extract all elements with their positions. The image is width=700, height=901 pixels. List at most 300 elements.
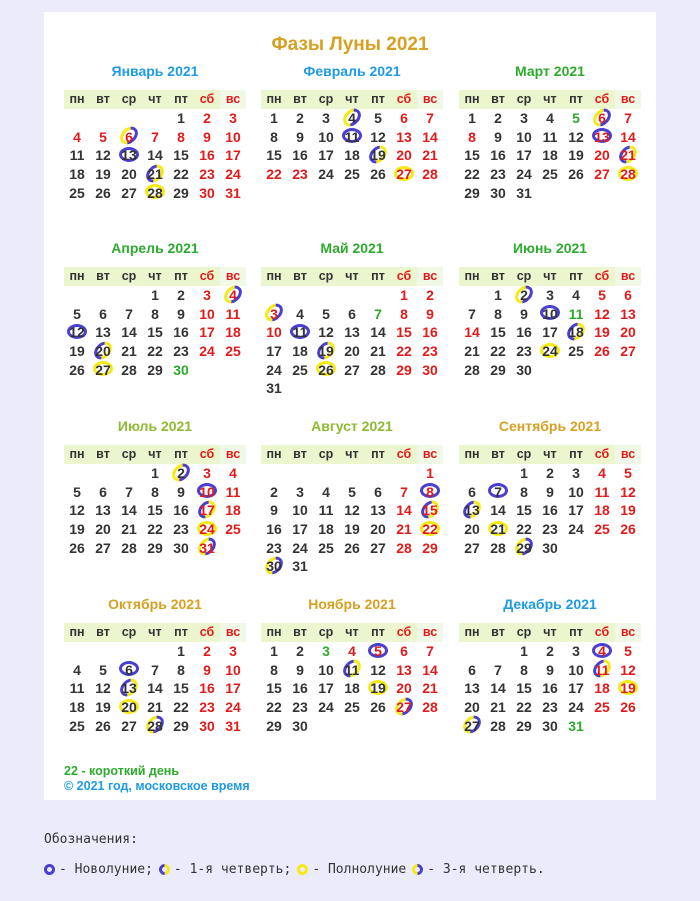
day-number: 28 — [147, 717, 163, 734]
day-cell — [459, 109, 485, 128]
weekday-header: пт — [365, 267, 391, 286]
day-number: 21 — [422, 680, 438, 697]
day-number: 28 — [396, 539, 412, 556]
day-cell — [459, 482, 485, 501]
day-number: 29 — [173, 717, 189, 734]
day-number: 12 — [594, 305, 610, 322]
day-number: 7 — [494, 661, 502, 678]
weekday-header: ср — [511, 623, 537, 642]
day-number: 12 — [620, 483, 636, 500]
day-number: 13 — [464, 680, 480, 697]
day-number: 6 — [348, 305, 356, 322]
weekday-header: вс — [417, 623, 443, 642]
day-number: 30 — [542, 717, 558, 734]
empty-cell — [485, 464, 511, 483]
day-number: 27 — [396, 166, 412, 183]
day-cell — [168, 342, 194, 361]
day-cell — [615, 501, 641, 520]
day-number: 13 — [121, 680, 137, 697]
day-number: 29 — [516, 717, 532, 734]
day-cell — [261, 165, 287, 184]
weekday-header: сб — [194, 267, 220, 286]
day-cell — [64, 679, 90, 698]
day-number: 10 — [225, 661, 241, 678]
day-number: 6 — [125, 128, 133, 145]
empty-cell — [339, 464, 365, 483]
empty-cell — [365, 286, 391, 305]
day-cell — [142, 501, 168, 520]
day-number: 10 — [199, 483, 215, 500]
day-cell — [116, 146, 142, 165]
day-cell — [168, 679, 194, 698]
day-cell — [261, 323, 287, 342]
weekday-header: сб — [589, 267, 615, 286]
day-number: 17 — [199, 324, 215, 341]
day-cell — [485, 165, 511, 184]
day-cell — [168, 323, 194, 342]
day-cell — [563, 464, 589, 483]
day-cell — [194, 323, 220, 342]
day-cell — [313, 323, 339, 342]
day-number: 11 — [69, 680, 85, 697]
day-number: 23 — [199, 166, 215, 183]
empty-cell — [116, 286, 142, 305]
day-number: 16 — [266, 521, 282, 538]
day-cell — [511, 342, 537, 361]
day-number: 21 — [396, 521, 412, 538]
day-number: 10 — [199, 305, 215, 322]
day-number: 20 — [464, 521, 480, 538]
weekday-header: вс — [220, 267, 246, 286]
weekday-header: вт — [90, 90, 116, 109]
day-number: 7 — [125, 483, 133, 500]
day-cell — [339, 146, 365, 165]
day-number: 15 — [147, 324, 163, 341]
day-cell — [391, 520, 417, 539]
day-cell — [391, 165, 417, 184]
weekday-header: пн — [459, 623, 485, 642]
day-cell — [417, 146, 443, 165]
day-number: 24 — [516, 166, 532, 183]
day-number: 12 — [69, 502, 85, 519]
day-cell — [116, 520, 142, 539]
day-number: 4 — [73, 128, 81, 145]
day-number: 1 — [270, 110, 278, 127]
day-number: 8 — [494, 305, 502, 322]
day-number: 27 — [95, 539, 111, 556]
day-number: 4 — [598, 643, 606, 660]
day-cell — [287, 146, 313, 165]
day-cell — [563, 482, 589, 501]
day-number: 19 — [95, 699, 111, 716]
day-number: 15 — [147, 502, 163, 519]
day-number: 17 — [199, 502, 215, 519]
day-cell — [261, 379, 287, 398]
day-cell — [485, 660, 511, 679]
empty-cell — [339, 286, 365, 305]
day-number: 7 — [624, 110, 632, 127]
day-cell — [417, 127, 443, 146]
day-number: 19 — [370, 680, 386, 697]
day-number: 25 — [225, 521, 241, 538]
weekday-header: пн — [459, 267, 485, 286]
day-cell — [313, 679, 339, 698]
day-cell — [220, 660, 246, 679]
day-number: 25 — [318, 539, 334, 556]
day-cell — [339, 360, 365, 379]
day-cell — [459, 716, 485, 735]
day-cell — [417, 360, 443, 379]
day-cell — [116, 660, 142, 679]
weekday-header: вт — [485, 90, 511, 109]
empty-cell — [459, 286, 485, 305]
day-number: 16 — [542, 680, 558, 697]
day-cell — [417, 109, 443, 128]
day-cell — [537, 342, 563, 361]
day-cell — [220, 304, 246, 323]
day-number: 23 — [542, 521, 558, 538]
day-number: 26 — [620, 699, 636, 716]
day-cell — [287, 660, 313, 679]
day-cell — [485, 304, 511, 323]
day-number: 5 — [572, 110, 580, 127]
day-number: 26 — [95, 717, 111, 734]
day-cell — [64, 323, 90, 342]
day-number: 31 — [266, 380, 282, 397]
day-cell — [116, 538, 142, 557]
day-cell — [615, 342, 641, 361]
day-cell — [261, 342, 287, 361]
day-cell — [537, 482, 563, 501]
day-number: 28 — [490, 539, 506, 556]
day-cell — [194, 520, 220, 539]
day-number: 9 — [296, 128, 304, 145]
month-block — [261, 237, 443, 397]
weekday-header: пт — [168, 445, 194, 464]
day-number: 11 — [344, 128, 360, 145]
day-number: 2 — [296, 110, 304, 127]
day-number: 13 — [396, 661, 412, 678]
weekday-header: вс — [220, 90, 246, 109]
empty-cell — [313, 286, 339, 305]
day-cell — [417, 501, 443, 520]
day-cell — [485, 342, 511, 361]
day-number: 25 — [542, 166, 558, 183]
day-cell — [168, 146, 194, 165]
day-cell — [220, 165, 246, 184]
day-cell — [142, 342, 168, 361]
weekday-header: сб — [194, 623, 220, 642]
day-number: 8 — [520, 661, 528, 678]
day-number: 10 — [266, 324, 282, 341]
day-number: 1 — [400, 287, 408, 304]
day-cell — [168, 360, 194, 379]
day-cell — [365, 304, 391, 323]
day-number: 30 — [173, 361, 189, 378]
day-number: 12 — [568, 128, 584, 145]
day-number: 22 — [147, 521, 163, 538]
day-cell — [563, 501, 589, 520]
day-number: 13 — [95, 324, 111, 341]
weekday-header: ср — [511, 90, 537, 109]
day-number: 2 — [270, 483, 278, 500]
day-cell — [90, 698, 116, 717]
day-cell — [537, 323, 563, 342]
day-cell — [459, 360, 485, 379]
day-cell — [90, 360, 116, 379]
day-number: 21 — [370, 343, 386, 360]
day-cell — [589, 679, 615, 698]
day-cell — [485, 679, 511, 698]
day-number: 10 — [568, 661, 584, 678]
day-cell — [339, 501, 365, 520]
day-cell — [391, 342, 417, 361]
day-cell — [563, 679, 589, 698]
weekday-header: чт — [142, 623, 168, 642]
day-number: 28 — [370, 361, 386, 378]
day-cell — [261, 146, 287, 165]
weekday-header: сб — [391, 267, 417, 286]
empty-cell — [485, 642, 511, 661]
day-number: 3 — [203, 465, 211, 482]
month-grid — [261, 267, 443, 398]
day-cell — [142, 183, 168, 202]
day-number: 30 — [542, 539, 558, 556]
day-cell — [511, 109, 537, 128]
weekday-header: чт — [339, 623, 365, 642]
day-number: 22 — [147, 343, 163, 360]
day-cell — [417, 342, 443, 361]
day-number: 8 — [151, 483, 159, 500]
day-number: 25 — [292, 361, 308, 378]
day-cell — [485, 127, 511, 146]
day-cell — [589, 127, 615, 146]
day-cell — [220, 501, 246, 520]
day-number: 14 — [422, 661, 438, 678]
day-number: 25 — [568, 343, 584, 360]
day-cell — [391, 660, 417, 679]
day-cell — [365, 360, 391, 379]
day-cell — [537, 660, 563, 679]
month-block — [459, 415, 641, 556]
legend — [44, 862, 551, 877]
day-number: 26 — [620, 521, 636, 538]
day-cell — [391, 538, 417, 557]
weekday-header: вт — [287, 445, 313, 464]
day-cell — [64, 660, 90, 679]
month-grid — [459, 623, 641, 735]
day-cell — [142, 146, 168, 165]
day-cell — [194, 642, 220, 661]
day-number: 1 — [494, 287, 502, 304]
day-number: 22 — [173, 166, 189, 183]
day-number: 22 — [266, 166, 282, 183]
day-cell — [511, 304, 537, 323]
day-number: 20 — [95, 343, 111, 360]
empty-cell — [64, 642, 90, 661]
day-number: 23 — [292, 699, 308, 716]
weekday-header: пт — [365, 445, 391, 464]
day-number: 24 — [292, 539, 308, 556]
month-block — [64, 237, 246, 378]
day-cell — [459, 304, 485, 323]
day-number: 3 — [572, 465, 580, 482]
day-cell — [287, 642, 313, 661]
day-number: 26 — [69, 539, 85, 556]
day-cell — [194, 698, 220, 717]
day-number: 15 — [516, 680, 532, 697]
day-number: 27 — [95, 361, 111, 378]
day-cell — [391, 501, 417, 520]
day-cell — [563, 716, 589, 735]
day-cell — [313, 109, 339, 128]
day-number: 15 — [173, 680, 189, 697]
day-cell — [142, 286, 168, 305]
day-cell — [142, 679, 168, 698]
weekday-header: вс — [615, 90, 641, 109]
day-cell — [511, 323, 537, 342]
day-number: 24 — [318, 699, 334, 716]
day-number: 22 — [173, 699, 189, 716]
day-cell — [287, 360, 313, 379]
weekday-header: чт — [537, 90, 563, 109]
day-cell — [365, 660, 391, 679]
day-cell — [485, 501, 511, 520]
day-number: 11 — [344, 661, 360, 678]
day-number: 18 — [344, 147, 360, 164]
day-number: 24 — [568, 699, 584, 716]
day-number: 21 — [490, 521, 506, 538]
day-number: 16 — [292, 147, 308, 164]
day-cell — [64, 520, 90, 539]
day-number: 3 — [546, 287, 554, 304]
day-number: 18 — [225, 502, 241, 519]
day-cell — [339, 520, 365, 539]
day-cell — [459, 127, 485, 146]
day-number: 15 — [396, 324, 412, 341]
day-cell — [313, 642, 339, 661]
day-cell — [220, 146, 246, 165]
day-cell — [116, 360, 142, 379]
day-cell — [339, 323, 365, 342]
day-number: 25 — [69, 184, 85, 201]
day-cell — [511, 482, 537, 501]
day-number: 13 — [370, 502, 386, 519]
day-cell — [459, 698, 485, 717]
month-block — [64, 593, 246, 734]
day-cell — [391, 482, 417, 501]
day-number: 30 — [266, 558, 282, 575]
day-number: 16 — [199, 680, 215, 697]
weekday-header: пн — [261, 267, 287, 286]
weekday-header: пн — [64, 623, 90, 642]
day-number: 7 — [125, 305, 133, 322]
month-grid — [64, 267, 246, 379]
day-number: 26 — [370, 166, 386, 183]
day-number: 15 — [516, 502, 532, 519]
day-number: 28 — [464, 361, 480, 378]
day-cell — [589, 482, 615, 501]
day-number: 2 — [426, 287, 434, 304]
day-number: 18 — [594, 680, 610, 697]
day-number: 5 — [374, 110, 382, 127]
day-cell — [287, 165, 313, 184]
day-number: 29 — [490, 361, 506, 378]
day-cell — [194, 304, 220, 323]
day-number: 26 — [568, 166, 584, 183]
day-number: 2 — [177, 465, 185, 482]
day-cell — [511, 360, 537, 379]
day-cell — [313, 520, 339, 539]
day-number: 7 — [494, 483, 502, 500]
day-number: 13 — [396, 128, 412, 145]
day-number: 24 — [199, 521, 215, 538]
day-cell — [116, 323, 142, 342]
day-cell — [261, 482, 287, 501]
weekday-header: пт — [365, 90, 391, 109]
day-number: 5 — [99, 128, 107, 145]
day-number: 24 — [266, 361, 282, 378]
weekday-header: сб — [194, 90, 220, 109]
empty-cell — [391, 464, 417, 483]
day-cell — [64, 304, 90, 323]
day-cell — [391, 304, 417, 323]
day-cell — [511, 127, 537, 146]
day-cell — [287, 520, 313, 539]
day-number: 16 — [516, 324, 532, 341]
day-cell — [168, 165, 194, 184]
day-cell — [116, 165, 142, 184]
weekday-header: пт — [563, 267, 589, 286]
day-cell — [90, 183, 116, 202]
day-cell — [142, 165, 168, 184]
day-cell — [116, 501, 142, 520]
day-cell — [64, 183, 90, 202]
day-cell — [589, 146, 615, 165]
day-cell — [220, 482, 246, 501]
day-number: 12 — [620, 661, 636, 678]
day-cell — [485, 716, 511, 735]
month-name: Июль 2021 — [117, 418, 193, 434]
day-cell — [563, 146, 589, 165]
day-number: 11 — [69, 147, 85, 164]
day-number: 11 — [542, 128, 558, 145]
day-number: 12 — [370, 128, 386, 145]
day-number: 28 — [490, 717, 506, 734]
weekday-header: пн — [64, 90, 90, 109]
month-block — [64, 415, 246, 556]
moon-phase-new-icon — [44, 864, 55, 875]
weekday-header: вс — [417, 90, 443, 109]
day-number: 13 — [344, 324, 360, 341]
day-cell — [90, 501, 116, 520]
day-number: 6 — [400, 643, 408, 660]
day-cell — [220, 642, 246, 661]
day-number: 29 — [266, 717, 282, 734]
day-cell — [615, 698, 641, 717]
day-number: 17 — [266, 343, 282, 360]
day-cell — [417, 538, 443, 557]
day-cell — [194, 165, 220, 184]
day-cell — [391, 360, 417, 379]
day-number: 9 — [546, 661, 554, 678]
day-cell — [417, 520, 443, 539]
day-number: 14 — [396, 502, 412, 519]
day-cell — [589, 464, 615, 483]
day-number: 25 — [69, 717, 85, 734]
day-cell — [563, 520, 589, 539]
weekday-header: вт — [287, 623, 313, 642]
